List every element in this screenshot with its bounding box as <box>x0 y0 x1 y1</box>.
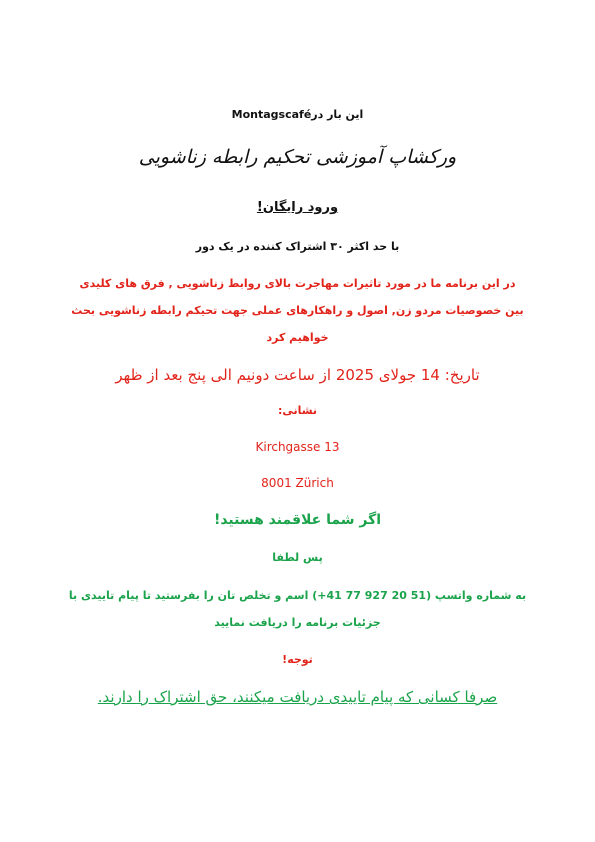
intro-text: این بار درMontagscafé <box>231 108 364 121</box>
date-text: تاریخ: 14 جولای 2025 از ساعت دونیم الی پنج بعد از ظهر <box>115 366 480 384</box>
address-street: Kirchgasse 13 <box>255 440 340 454</box>
attention-text: توجه! <box>282 653 313 666</box>
address-label: نشانی: <box>277 404 318 417</box>
address-city: 8001 Zürich <box>261 476 334 490</box>
description-paragraph: در این برنامه ما در مورد تاثیرات مهاجرت بالای روابط زناشویی , فرق های کلیدی بین خصوصیات مردو زن, اصول و راهکارهای عملی جهت تحیکم رابطه زناشویی بحث خواهیم کرد <box>71 277 524 344</box>
whatsapp-instructions-line2: جزئیات برنامه را دریافت نمایید <box>214 616 381 629</box>
confirmation-note: صرفا کسانی که پیام تاییدی دریافت میکنند، حق اشتراک را دارند. <box>97 688 498 706</box>
interested-text: اگر شما علاقمند هستید! <box>213 512 382 528</box>
free-entry-text: ورود رایگان! <box>256 200 339 215</box>
then-please-text: پس لطفا <box>272 551 323 564</box>
whatsapp-instructions-line1: به شماره واتسپ (51 20 927 77 41+) اسم و تخلص تان را بفرستید تا پیام تاییدی با <box>68 589 527 602</box>
workshop-title: ورکشاپ آموزشی تحکیم رابطه زناشویی <box>138 146 457 168</box>
capacity-text: با حد اکثر ۳۰ اشتراک کننده در یک دور <box>195 240 400 253</box>
